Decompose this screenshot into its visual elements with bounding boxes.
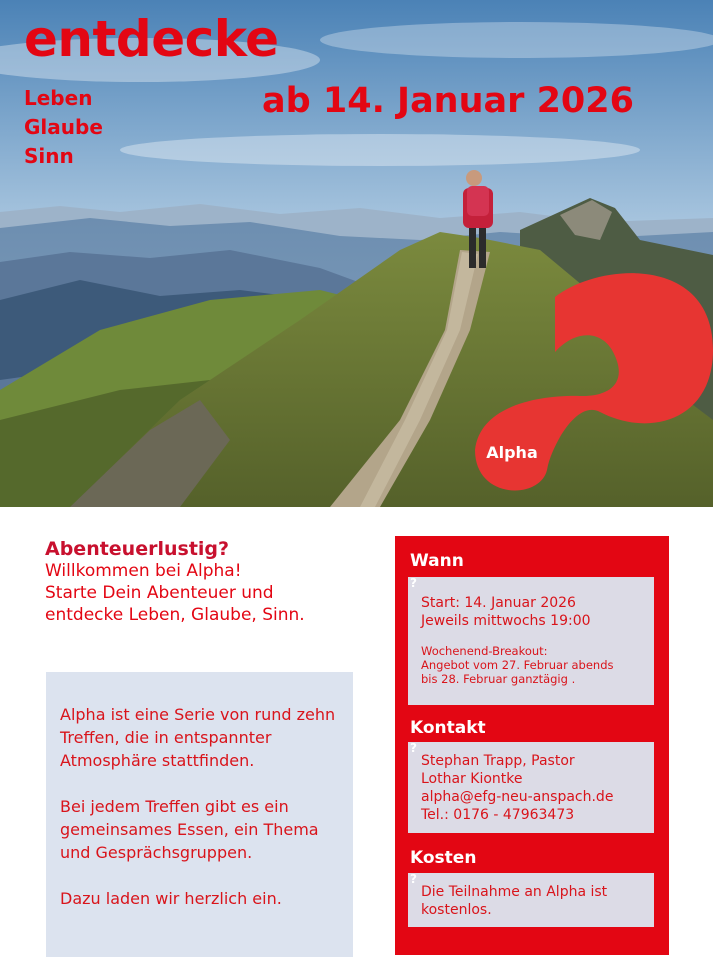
- headline-title: entdecke: [24, 10, 279, 68]
- wann-start: Start: 14. Januar 2026: [421, 595, 576, 611]
- wann-weekly: Jeweils mittwochs 19:00: [421, 613, 591, 629]
- intro-line-discover: entdecke Leben, Glaube, Sinn.: [45, 605, 305, 625]
- kontakt-pastor: Stephan Trapp, Pastor: [421, 753, 575, 769]
- kontakt-heading: Kontakt: [410, 718, 486, 738]
- question-mark-icon: ?: [410, 741, 417, 755]
- intro-line-start: Starte Dein Abenteuer und: [45, 583, 274, 603]
- kosten-heading: Kosten: [410, 848, 477, 868]
- tagline-sinn: Sinn: [24, 144, 74, 168]
- kosten-card: [408, 873, 654, 927]
- wann-heading: Wann: [410, 551, 464, 571]
- intro-line-welcome: Willkommen bei Alpha!: [45, 561, 242, 581]
- tagline-leben: Leben: [24, 86, 93, 110]
- kontakt-email[interactable]: alpha@efg-neu-anspach.de: [421, 789, 614, 805]
- tagline-glaube: Glaube: [24, 115, 103, 139]
- info-box: [46, 672, 353, 957]
- intro-section: [45, 538, 385, 626]
- intro-heading: Abenteuerlustig?: [45, 538, 230, 560]
- info-paragraph-series: Alpha ist eine Serie von rund zehn Treffen, die in entspannter Atmosphäre stattfinden.: [60, 705, 336, 770]
- question-mark-icon: ?: [410, 872, 417, 886]
- kosten-line-1: Die Teilnahme an Alpha ist: [421, 884, 608, 900]
- kosten-line-2: kostenlos.: [421, 902, 492, 918]
- start-date: ab 14. Januar 2026: [262, 81, 634, 121]
- wann-breakout-from: Angebot vom 27. Februar abends: [421, 658, 614, 672]
- alpha-logo-label: Alpha: [486, 443, 538, 462]
- info-paragraph-invite: Dazu laden wir herzlich ein.: [60, 889, 282, 908]
- kontakt-card: [408, 742, 654, 833]
- wann-card: [408, 577, 654, 705]
- question-mark-icon: ?: [410, 576, 417, 590]
- kontakt-phone[interactable]: Tel.: 0176 - 47963473: [421, 807, 575, 823]
- info-paragraph-meeting: Bei jedem Treffen gibt es ein gemeinsames Essen, ein Thema und Gesprächsgruppen.: [60, 797, 319, 862]
- wann-breakout-title: Wochenend-Breakout:: [421, 644, 548, 658]
- kontakt-second: Lothar Kiontke: [421, 771, 523, 787]
- details-panel: [395, 536, 669, 955]
- tagline: [24, 84, 103, 171]
- wann-breakout-to: bis 28. Februar ganztägig .: [421, 672, 576, 686]
